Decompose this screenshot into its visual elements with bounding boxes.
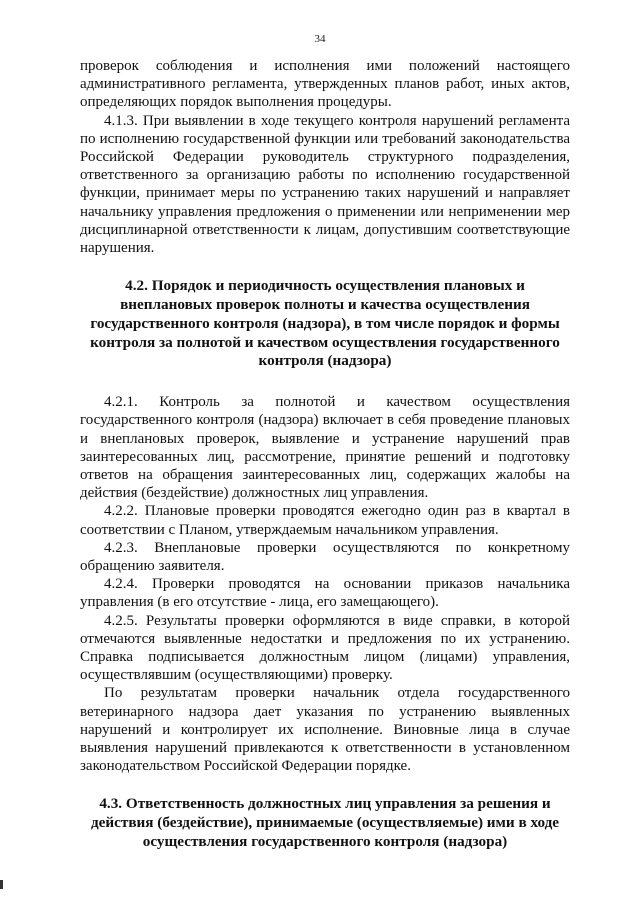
paragraph-4-2-1: 4.2.1. Контроль за полнотой и качеством осуществления государственного контроля (надзора) включает в себя проведение плановых и внеплановых проверок, выявление и устранение нарушений прав заинтересованных лиц, рассмотрение, принятие решений и подготовку ответов на обращения заинтересованных лиц, содержащих жалобы на действия (бездействие) должностных лиц управления. bbox=[80, 394, 570, 502]
paragraph-4-2-2: 4.2.2. Плановые проверки проводятся ежегодно один раз в квартал в соответствии с Планом, утверждаемым начальником управления. bbox=[80, 503, 570, 538]
section-heading-4-3: 4.3. Ответственность должностных лиц управления за решения и действия (бездействие), принимаемые (осуществляемые) ими в ходе осуществления государственного контроля (надзора) bbox=[90, 795, 560, 851]
scan-edge-mark bbox=[0, 880, 3, 889]
paragraph-4-1-3: 4.1.3. При выявлении в ходе текущего контроля нарушений регламента по исполнению государственной функции или требований законодательства Российской Федерации руководитель структурного подразделения, ответственного за организацию работы по исполнению государственной функции, принимает меры по устранению таких нарушений и направляет начальнику управления предложения о применении или неприменении мер дисциплинарной ответственности к лицам, допустившим соответствующие нарушения. bbox=[80, 112, 570, 257]
paragraph-continuation: проверок соблюдения и исполнения ими положений настоящего административного регламента, утвержденных планов работ, иных актов, определяющих порядок выполнения процедуры. bbox=[80, 58, 570, 111]
paragraph-4-2-4: 4.2.4. Проверки проводятся на основании приказов начальника управления (в его отсутствие - лица, его замещающего). bbox=[80, 576, 570, 611]
page-number: 34 bbox=[314, 33, 326, 45]
paragraph-inspection-results: По результатам проверки начальник отдела государственного ветеринарного надзора дает указания по устранению выявленных нарушений и контролирует их исполнение. Виновные лица в случае выявления нарушений привлекаются к ответственности в установленном законодательством Российской Федерации порядке. bbox=[80, 685, 570, 775]
section-heading-4-2: 4.2. Порядок и периодичность осуществления плановых и внеплановых проверок полноты и качества осуществления государственного контроля (надзора), в том числе порядок и формы контроля за полнотой и качеством осуществления государственного контроля (надзора) bbox=[90, 277, 560, 370]
document-body bbox=[80, 57, 570, 852]
paragraph-4-2-5: 4.2.5. Результаты проверки оформляются в виде справки, в которой отмечаются выявленные недостатки и предложения по их устранению. Справка подписывается должностным лицом (лицами) управления, осуществлявшим (осуществляющими) проверку. bbox=[80, 612, 570, 684]
paragraph-4-2-3: 4.2.3. Внеплановые проверки осуществляются по конкретному обращению заявителя. bbox=[80, 539, 570, 575]
